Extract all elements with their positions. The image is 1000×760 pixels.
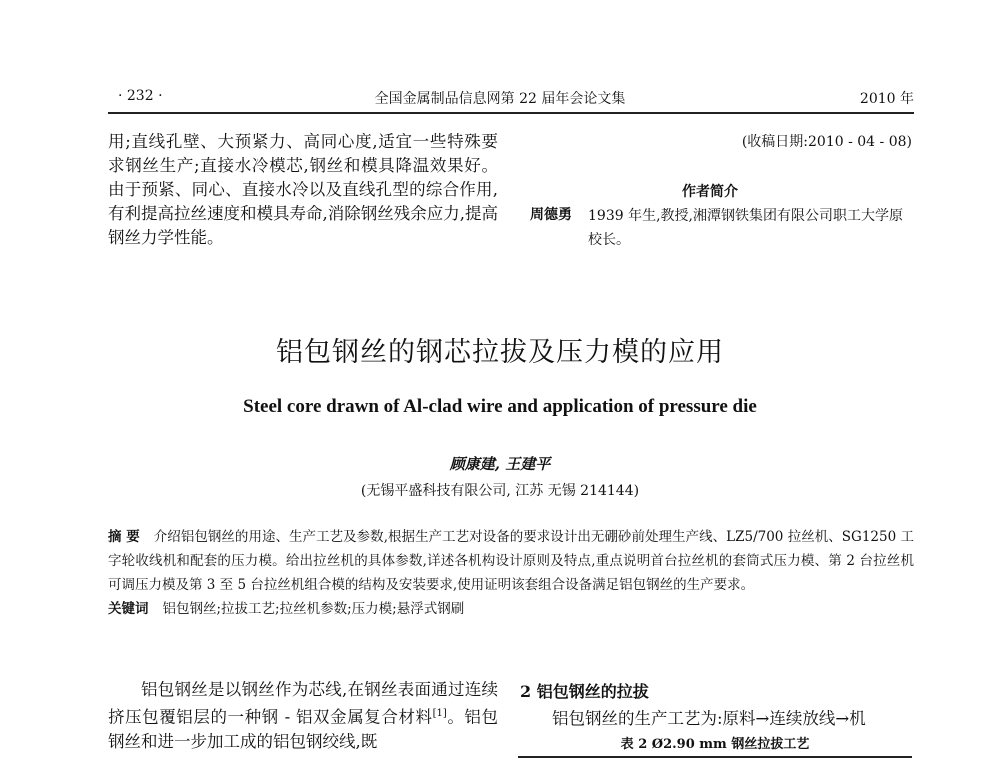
page-number: · 232 ·	[118, 88, 163, 104]
abstract-text: 介绍铝包钢丝的用途、生产工艺及参数,根据生产工艺对设备的要求设计出无硼砂前处理生产线、LZ5/700 拉丝机、SG1250 工字轮收线机和配套的压力模。给出拉丝机的具体参数,详述各机构设计原则及特点,重点说明首台拉丝机的套筒式压力模、第 2 台拉丝机可调压力模及第 3 至 5 台拉丝机组合模的结构及安装要求,使用证明该套组合设备满足铝包钢丝的生产要求。	[108, 529, 914, 593]
affiliation: (无锡平盛科技有限公司, 江苏 无锡 214144)	[360, 483, 640, 499]
keywords-label: 关键词	[108, 601, 149, 617]
bio-name: 周德勇	[530, 207, 572, 223]
header-year: 2010 年	[859, 91, 914, 107]
received-date: (收稿日期:2010 - 04 - 08)	[741, 134, 912, 150]
keywords	[108, 597, 914, 621]
keywords-text: 铝包钢丝;拉拔工艺;拉丝机参数;压力模;悬浮式钢刷	[162, 601, 465, 617]
running-header: 全国金属制品信息网第 22 届年会论文集	[374, 91, 626, 107]
article-title: 铝包钢丝的钢芯拉拔及压力模的应用	[276, 337, 724, 368]
body-intro	[108, 678, 498, 754]
authors: 顾康建, 王建平	[449, 455, 551, 473]
bio-heading: 作者简介	[682, 184, 738, 200]
body-intro-cont: 。铝包钢丝和进一步加工成的铝包钢绞线,既	[108, 707, 498, 751]
section-text: 铝包钢丝的生产工艺为:原料→连续放线→机	[552, 709, 866, 728]
table-caption: 表 2 Ø2.90 mm 钢丝拉拔工艺	[620, 737, 810, 752]
section-heading: 2 铝包钢丝的拉拔	[520, 682, 649, 701]
prev-article-text: 用;直线孔壁、大预紧力、高同心度,适宜一些特殊要求钢丝生产;直接水冷模芯,钢丝和模具降温效果好。由于预紧、同心、直接水冷以及直线孔型的综合作用,有利提高拉丝速度和模具寿命,消除钢丝残余应力,提高钢丝力学性能。	[108, 132, 498, 247]
citation: [1]	[432, 708, 447, 719]
body-intro-text: 铝包钢丝是以钢丝作为芯线,在钢丝表面通过连续挤压包覆铝层的一种钢 - 铝双金属复合材料	[108, 680, 498, 727]
abstract	[108, 525, 914, 621]
header-rule	[108, 112, 914, 114]
bio-text: 1939 年生,教授,湘潭钢铁集团有限公司职工大学原校长。	[588, 208, 903, 248]
abstract-label: 摘 要	[108, 529, 140, 545]
article-title-en: Steel core drawn of Al-clad wire and application of pressure die	[243, 396, 757, 417]
table-top-rule	[518, 756, 912, 758]
